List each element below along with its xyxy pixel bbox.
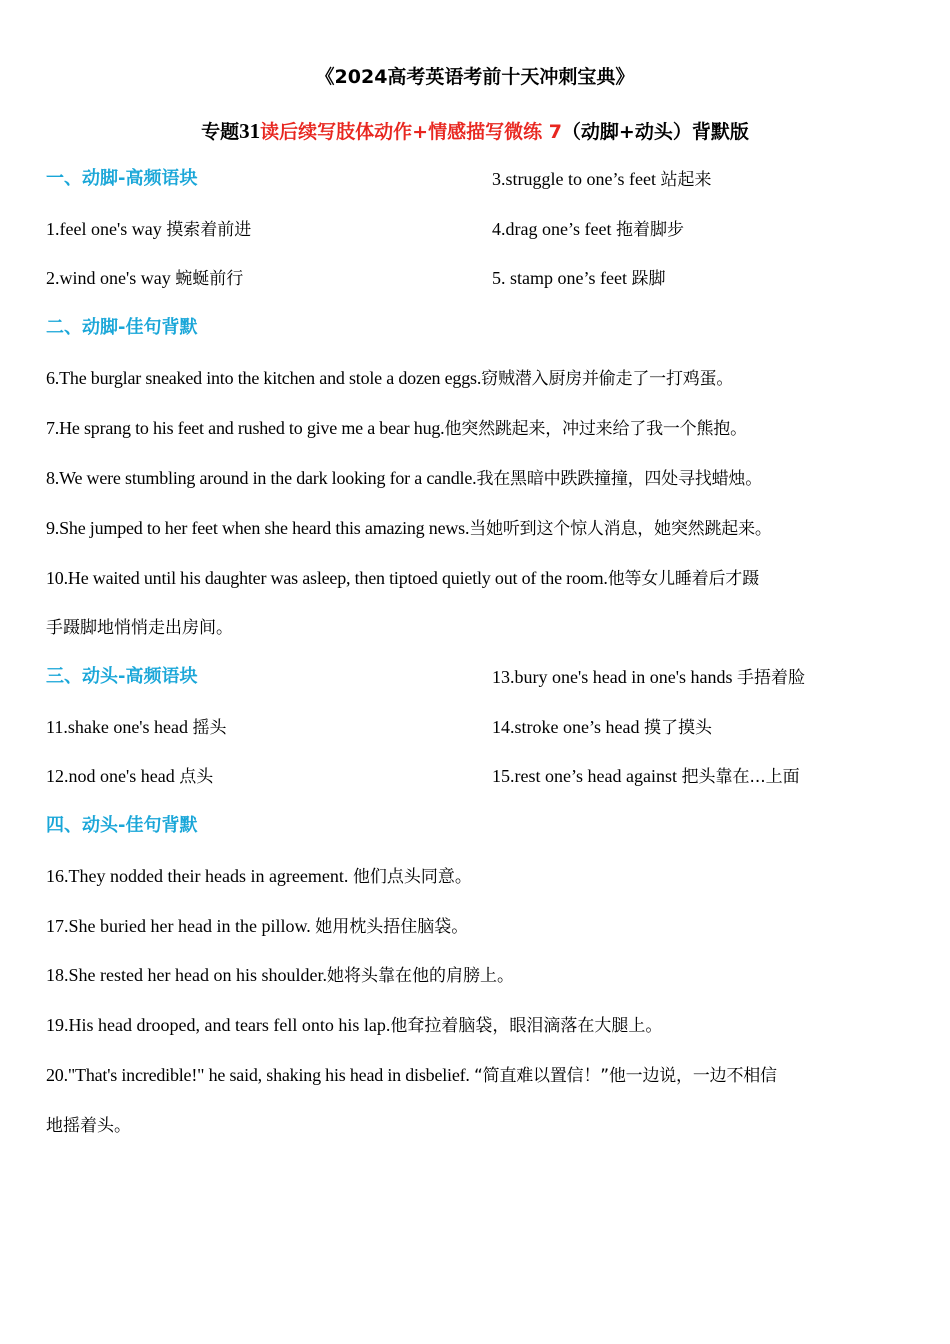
list-item: 2.wind one's way 蜿蜒前行	[46, 268, 244, 289]
sentence-item: 19.His head drooped, and tears fell onto his lap.他耷拉着脑袋，眼泪滴落在大腿上。	[46, 1015, 663, 1036]
list-item: 5. stamp one’s feet 跺脚	[492, 268, 666, 289]
section-heading: 一、动脚-高频语块	[46, 168, 198, 189]
topic-number: 31	[239, 119, 261, 143]
sentence-item: 9.She jumped to her feet when she heard this amazing news.当她听到这个惊人消息，她突然跳起来。	[46, 518, 772, 539]
topic-title	[0, 117, 950, 144]
list-item: 3.struggle to one’s feet 站起来	[492, 169, 712, 190]
section-heading: 四、动头-佳句背默	[46, 815, 198, 836]
sentence-item: 20."That's incredible!" he said, shaking his head in disbelief. “简直难以置信！”他一边说，一边不相信	[46, 1065, 777, 1086]
topic-suffix: （动脚+动头）背默版	[561, 121, 749, 143]
topic-red-text: 读后续写肢体动作+情感描写微练 7	[260, 121, 562, 143]
sentence-item: 10.He waited until his daughter was asleep, then tiptoed quietly out of the room.他等女儿睡着后才蹑	[46, 568, 759, 589]
list-item: 12.nod one's head 点头	[46, 766, 214, 787]
list-item: 15.rest one’s head against 把头靠在...上面	[492, 766, 800, 787]
sentence-item: 17.She buried her head in the pillow. 她用枕头捂住脑袋。	[46, 916, 469, 937]
sentence-item: 7.He sprang to his feet and rushed to give me a bear hug.他突然跳起来，冲过来给了我一个熊抱。	[46, 418, 747, 439]
sentence-continuation: 地摇着头。	[46, 1116, 131, 1136]
sentence-item: 16.They nodded their heads in agreement. 他们点头同意。	[46, 866, 472, 887]
section-heading: 三、动头-高频语块	[46, 666, 198, 687]
section-heading: 二、动脚-佳句背默	[46, 317, 198, 338]
list-item: 1.feel one's way 摸索着前进	[46, 219, 252, 240]
list-item: 11.shake one's head 摇头	[46, 717, 227, 738]
sentence-continuation: 手蹑脚地悄悄走出房间。	[46, 618, 233, 638]
topic-prefix: 专题	[201, 121, 240, 143]
list-item: 14.stroke one’s head 摸了摸头	[492, 717, 712, 738]
list-item: 13.bury one's head in one's hands 手捂着脸	[492, 667, 805, 688]
book-title: 《2024高考英语考前十天冲刺宝典》	[315, 66, 635, 88]
sentence-item: 8.We were stumbling around in the dark looking for a candle.我在黑暗中跌跌撞撞，四处寻找蜡烛。	[46, 468, 763, 489]
sentence-item: 18.She rested her head on his shoulder.她将头靠在他的肩膀上。	[46, 965, 514, 986]
sentence-item: 6.The burglar sneaked into the kitchen and stole a dozen eggs.窃贼潜入厨房并偷走了一打鸡蛋。	[46, 368, 734, 389]
list-item: 4.drag one’s feet 拖着脚步	[492, 219, 684, 240]
